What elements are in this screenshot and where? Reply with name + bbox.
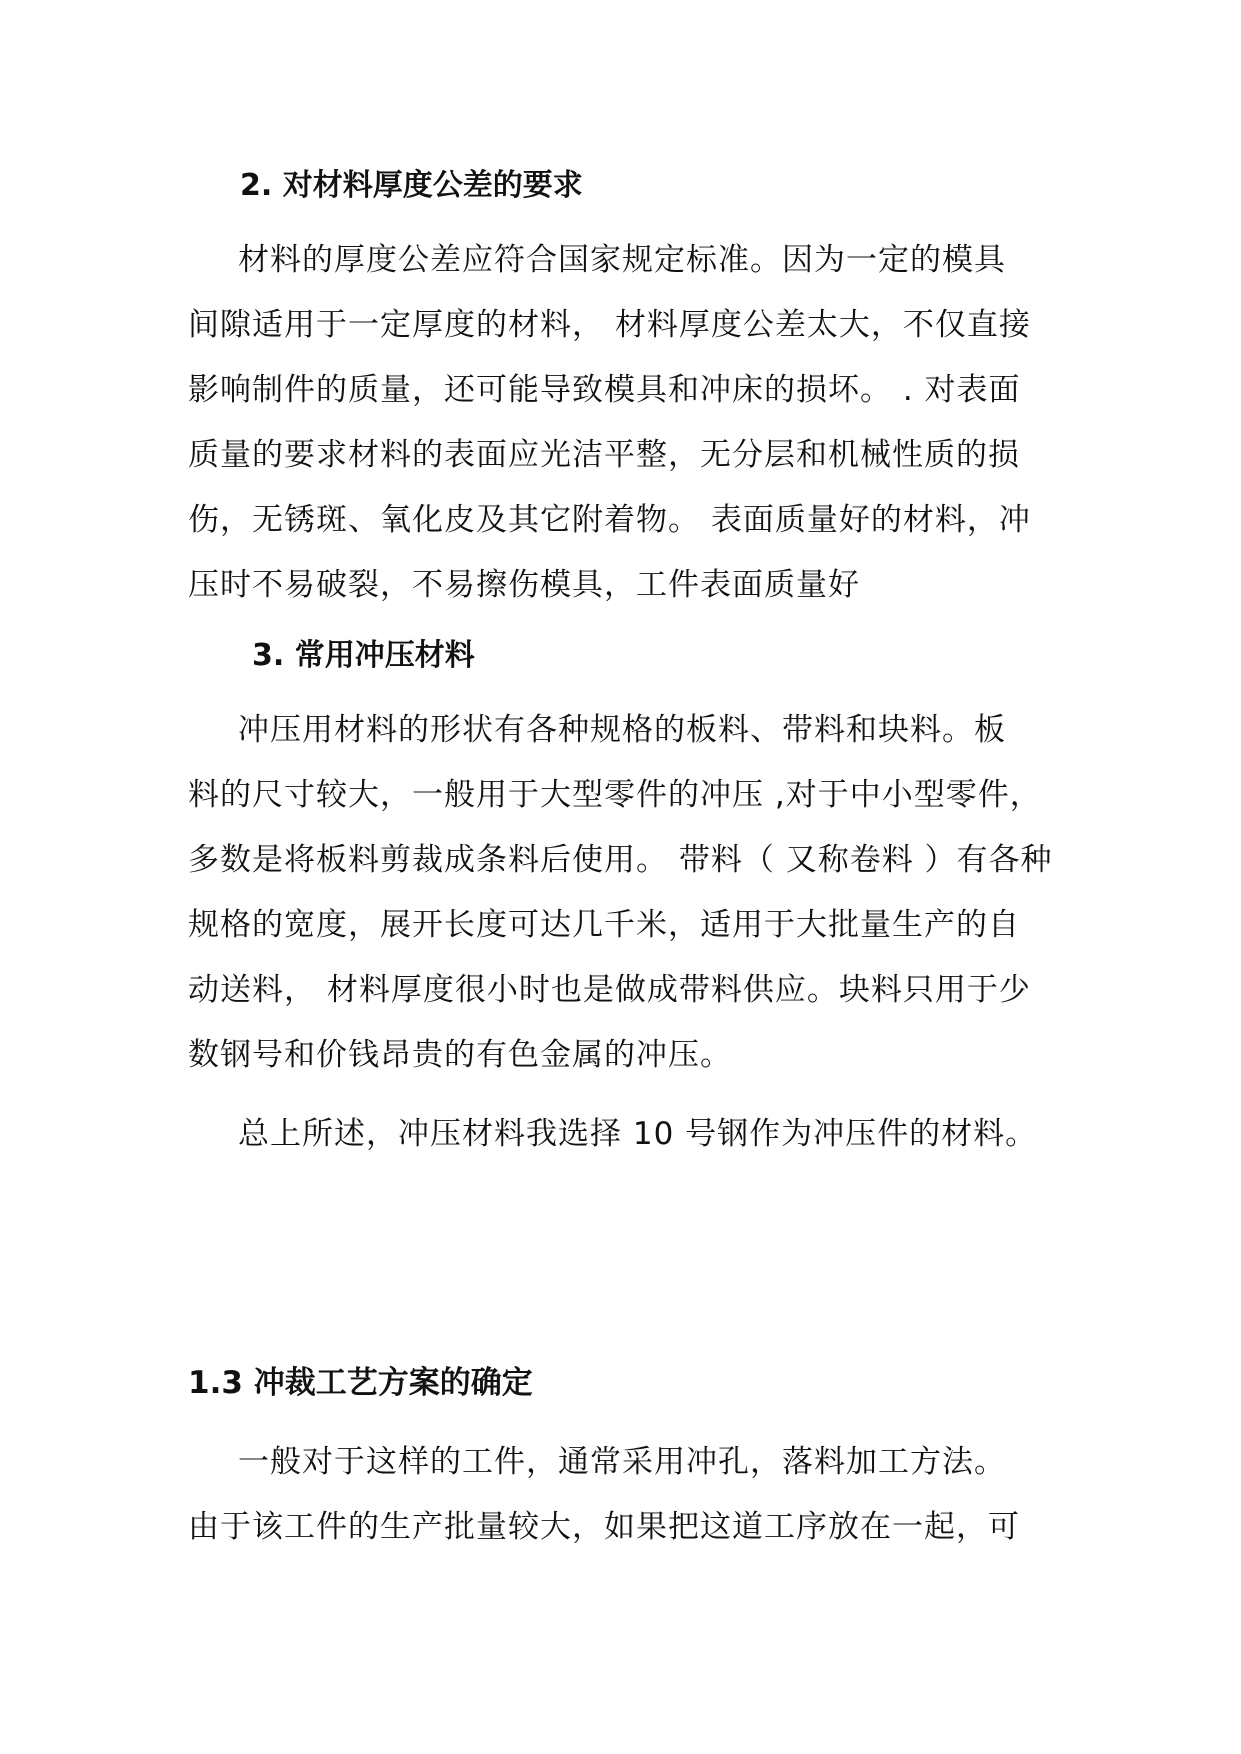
text-line: 总上所述，冲压材料我选择 10 号钢作为冲压件的材料。	[238, 1116, 1038, 1152]
text-line: 材料的厚度公差应符合国家规定标准。因为一定的模具	[238, 242, 1006, 278]
paragraph-thickness-tolerance	[188, 228, 1048, 618]
text-line: 间隙适用于一定厚度的材料， 材料厚度公差太大，不仅直接	[188, 307, 1031, 343]
text-line: 影响制件的质量，还可能导致模具和冲床的损坏。 . 对表面	[188, 372, 1021, 408]
text-line: 规格的宽度，展开长度可达几千米，适用于大批量生产的自	[188, 907, 1020, 943]
text-line: 质量的要求材料的表面应光洁平整，无分层和机械性质的损	[188, 437, 1020, 473]
paragraph-common-materials	[188, 698, 1053, 1088]
text-line: 伤，无锈斑、氧化皮及其它附着物。 表面质量好的材料，冲	[188, 502, 1031, 538]
text-line: 动送料， 材料厚度很小时也是做成带料供应。块料只用于少	[188, 972, 1031, 1008]
text-line: 多数是将板料剪裁成条料后使用。 带料（ 又称卷料 ）有各种	[188, 842, 1053, 878]
text-line: 一般对于这样的工件，通常采用冲孔，落料加工方法。	[238, 1444, 1006, 1480]
text-line: 料的尺寸较大，一般用于大型零件的冲压 ,对于中小型零件，	[188, 777, 1042, 813]
text-line: 压时不易破裂，不易擦伤模具，工件表面质量好	[188, 567, 860, 603]
subheading-thickness-tolerance: 2. 对材料厚度公差的要求	[240, 168, 583, 203]
paragraph-process-plan	[188, 1430, 1048, 1560]
section-heading-blanking-process: 1.3 冲裁工艺方案的确定	[188, 1365, 533, 1401]
text-line: 冲压用材料的形状有各种规格的板料、带料和块料。板	[238, 712, 1006, 748]
paragraph-summary	[188, 1102, 1048, 1167]
text-line: 数钢号和价钱昂贵的有色金属的冲压。	[188, 1037, 732, 1073]
text-line: 由于该工件的生产批量较大，如果把这道工序放在一起，可	[188, 1509, 1020, 1545]
subheading-common-materials: 3. 常用冲压材料	[252, 638, 475, 673]
